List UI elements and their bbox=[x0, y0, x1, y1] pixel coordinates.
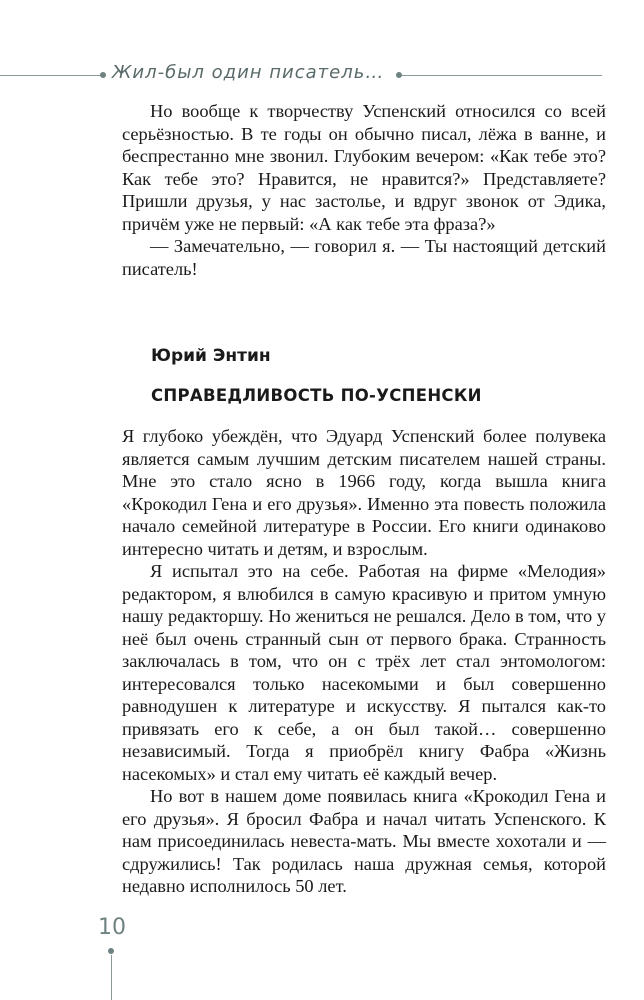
page-number: 10 bbox=[98, 915, 126, 940]
footer-rule bbox=[111, 955, 112, 1000]
paragraph: Но вот в нашем доме появилась книга «Крокодил Гена и его друзья». Я бросил Фабра и начал читать Успенского. К нам присоединилась невеста-мать. Мы вместе хохотали и — сдружились! Так родилась наша дружная семья, которой недавно исполнилось 50 лет. bbox=[122, 786, 606, 896]
paragraph: Но вообще к творчеству Успенский относился со всей серьёзностью. В те годы он обычно писал, лёжа в ванне, и беспрестанно мне звонил. Глубоким вечером: «Как тебе это? Как тебе это? Нравится, не нравится?» Представляете? Пришли друзья, у нас застолье, и вдруг звонок от Эдика, причём уже не первый: «А как тебе эта фраза?» bbox=[122, 101, 606, 234]
upper-text-block bbox=[122, 100, 606, 280]
section-title: СПРАВЕДЛИВОСТЬ ПО-УСПЕНСКИ bbox=[151, 386, 482, 405]
running-title: Жил-был один писатель… bbox=[112, 62, 385, 83]
header-rule-right bbox=[402, 75, 602, 76]
paragraph: Я глубоко убеждён, что Эдуард Успенский более полувека является самым лучшим детским писателем нашей страны. Мне это стало ясно в 1966 году, когда вышла книга «Крокодил Гена и его друзья». Именно эта повесть положила начало семейной литературе в России. Его книги одинаково интересно читать и детям, и взрослым. bbox=[122, 426, 606, 559]
footer-dot bbox=[108, 948, 114, 954]
header-dot-left bbox=[100, 72, 106, 78]
section-author: Юрий Энтин bbox=[151, 346, 271, 366]
section-text-block bbox=[122, 425, 606, 898]
paragraph: Я испытал это на себе. Работая на фирме «Мелодия» редактором, я влюбился в самую красивую и притом умную нашу редакторшу. Но жениться не решался. Дело в том, что у неё был очень странный сын от первого брака. Странность заключалась в том, что он с трёх лет стал энтомологом: интересовался только насекомыми и был совершенно равнодушен к литературе и искусству. Я пытался как-то привязать его к себе, а он был такой… совершенно независимый. Тогда я приобрёл книгу Фабра «Жизнь насекомых» и стал ему читать её каждый вечер. bbox=[122, 561, 606, 784]
paragraph: — Замечательно, — говорил я. — Ты настоящий детский писатель! bbox=[122, 236, 606, 279]
header-rule-left bbox=[0, 75, 102, 76]
